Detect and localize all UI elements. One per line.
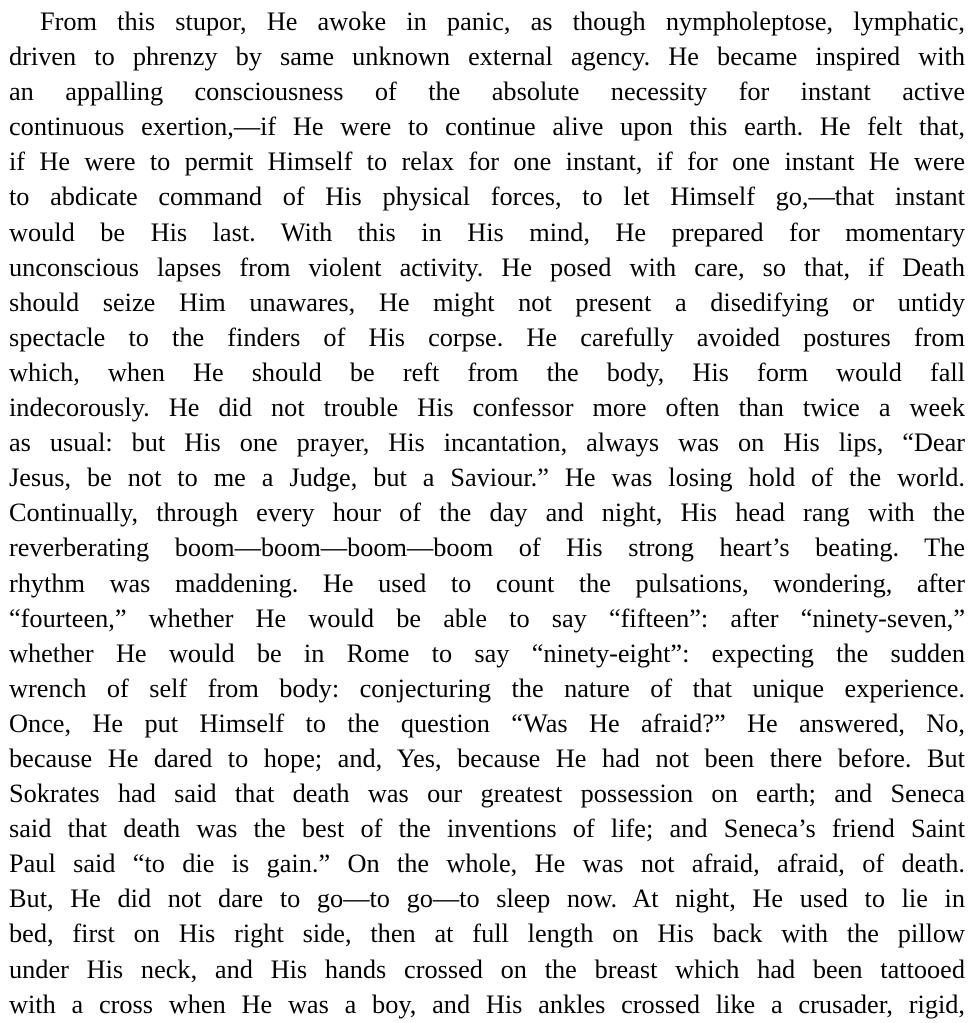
text-line-25: Paul said “to die is gain.” On the whole, He was not afraid, afraid, of death. bbox=[9, 849, 965, 879]
text-line-22: because He dared to hope; and, Yes, because He had not been there before. But bbox=[9, 743, 965, 773]
text-line-18: “fourteen,” whether He would be able to say “fifteen”: after “ninety-seven,” bbox=[9, 603, 965, 633]
text-line-11: which, when He should be reft from the body, His form would fall bbox=[9, 357, 965, 387]
text-line-14: Jesus, be not to me a Judge, but a Saviour.” He was losing hold of the world. bbox=[9, 463, 965, 493]
text-line-20: wrench of self from body: conjecturing the nature of that unique experience. bbox=[9, 673, 965, 703]
text-line-1: From this stupor, He awoke in panic, as though nympholeptose, lymphatic, bbox=[40, 7, 965, 36]
text-line-24: said that death was the best of the inventions of life; and Seneca’s friend Saint bbox=[9, 814, 965, 844]
text-line-9: should seize Him unawares, He might not present a disedifying or untidy bbox=[9, 287, 965, 317]
text-line-12: indecorously. He did not trouble His confessor more often than twice a week bbox=[9, 393, 965, 423]
text-line-7: would be His last. With this in His mind, He prepared for momentary bbox=[9, 217, 965, 247]
text-line-6: to abdicate command of His physical forces, to let Himself go,—that instant bbox=[9, 182, 965, 212]
text-line-4: continuous exertion,—if He were to continue alive upon this earth. He felt that, bbox=[9, 112, 965, 142]
text-line-28: under His neck, and His hands crossed on the breast which had been tattooed bbox=[9, 954, 965, 984]
text-line-16: reverberating boom—boom—boom—boom of His strong heart’s beating. The bbox=[9, 533, 965, 563]
text-line-10: spectacle to the finders of His corpse. He carefully avoided postures from bbox=[9, 322, 965, 352]
text-line-19: whether He would be in Rome to say “ninety-eight”: expecting the sudden bbox=[9, 638, 965, 668]
text-line-3: an appalling consciousness of the absolute necessity for instant active bbox=[9, 77, 965, 107]
text-line-23: Sokrates had said that death was our greatest possession on earth; and Seneca bbox=[9, 779, 965, 809]
text-line-13: as usual: but His one prayer, His incantation, always was on His lips, “Dear bbox=[9, 428, 965, 458]
text-line-27: bed, first on His right side, then at full length on His back with the pillow bbox=[9, 919, 965, 949]
text-line-26: But, He did not dare to go—to go—to sleep now. At night, He used to lie in bbox=[9, 884, 965, 914]
text-line-29: with a cross when He was a boy, and His ankles crossed like a crusader, rigid, bbox=[9, 989, 965, 1019]
text-line-21: Once, He put Himself to the question “Was He afraid?” He answered, No, bbox=[9, 708, 965, 738]
text-line-17: rhythm was maddening. He used to count the pulsations, wondering, after bbox=[9, 568, 965, 598]
text-line-5: if He were to permit Himself to relax for one instant, if for one instant He were bbox=[9, 147, 965, 177]
text-line-2: driven to phrenzy by same unknown external agency. He became inspired with bbox=[9, 42, 965, 72]
body-paragraph bbox=[9, 0, 965, 1022]
text-line-8: unconscious lapses from violent activity. He posed with care, so that, if Death bbox=[9, 252, 965, 282]
text-line-15: Continually, through every hour of the day and night, His head rang with the bbox=[9, 498, 965, 528]
